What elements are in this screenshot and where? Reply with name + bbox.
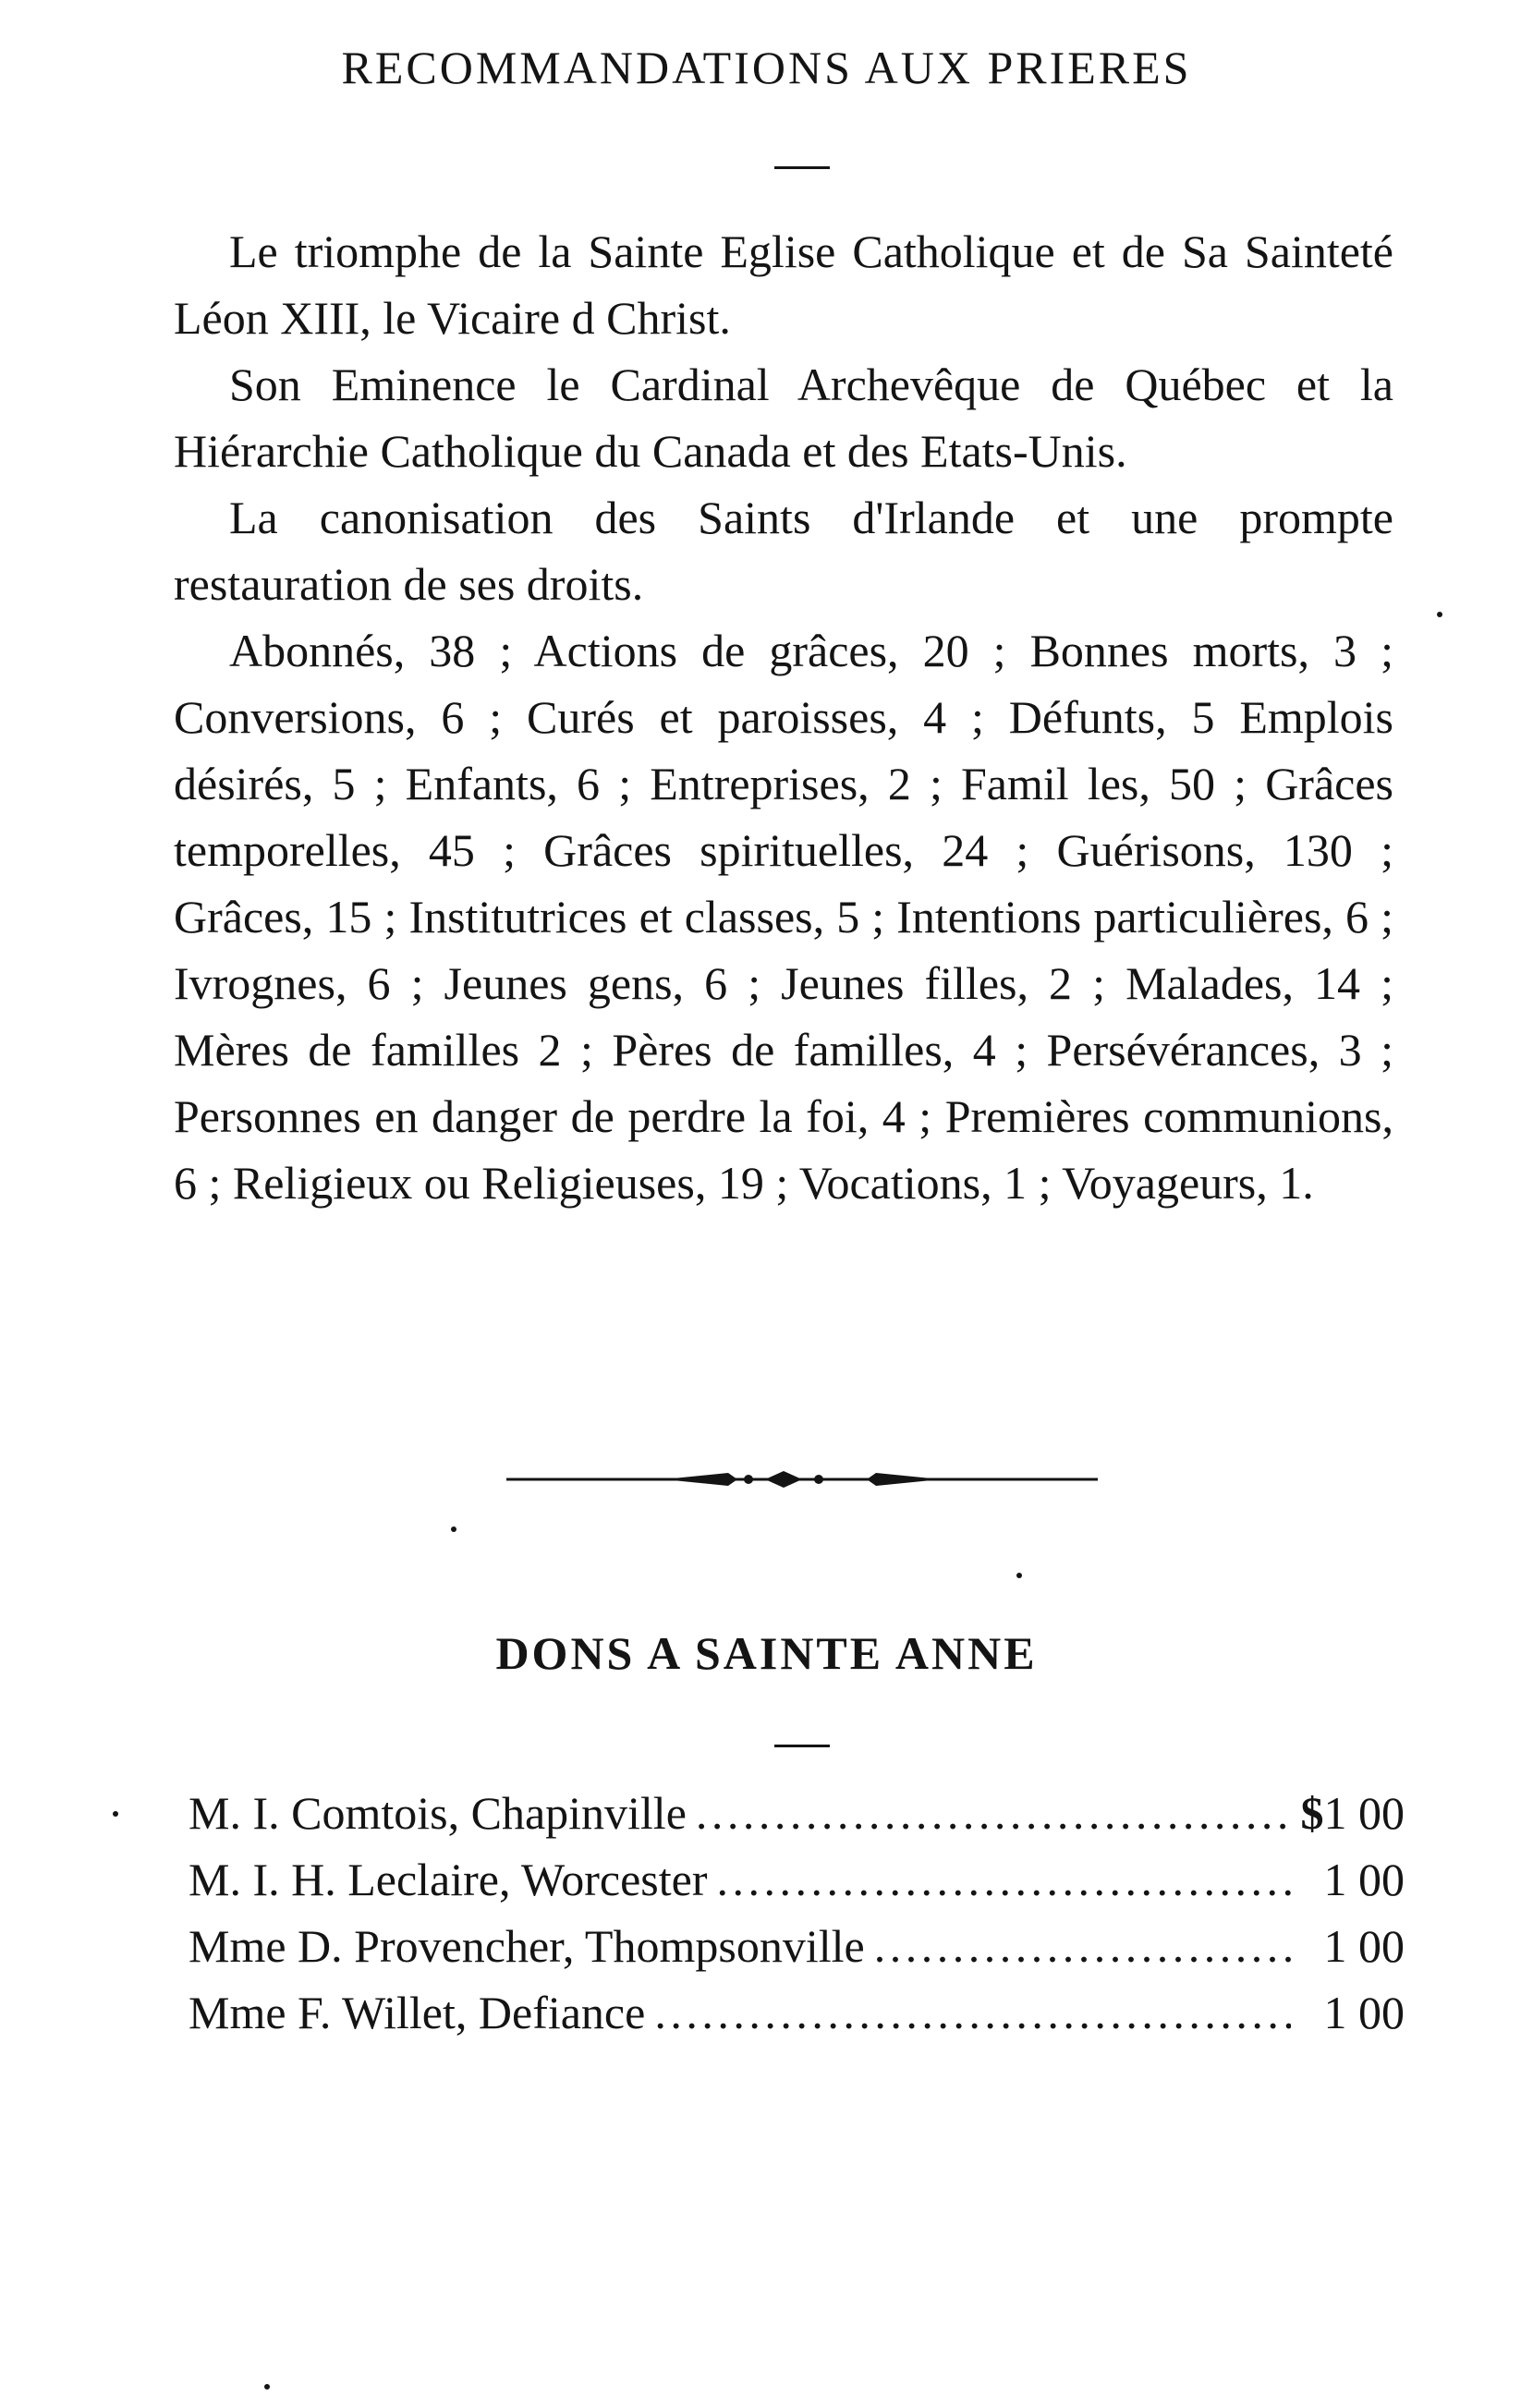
prayer-intentions-list: Abonnés, 38 ; Actions de grâces, 20 ; Bonnes morts, 3 ; Conversions, 6 ; Curés et paroisses, 4 ; Défunts, 5 Emplois désirés, 5 ; Enfants, 6 ; Entreprises, 2 ; Famil les, 50 ; Grâces temporelles, 45 ; Grâces spirituelles, 24 ; Guérisons, 130 ; Grâces, 15 ; Institutrices et classes, 5 ; Intentions particulières, 6 ; Ivrognes, 6 ; Jeunes gens, 6 ; Jeunes filles, 2 ; Malades, 14 ; Mères de familles 2 ; Pères de familles, 4 ; Persévérances, 3 ; Personnes en danger de perdre la foi, 4 ; Premières communions, 6 ; Religieux ou Religieuses, 19 ; Vocations, 1 ; Voyageurs, 1. xyxy=(174,625,1393,1209)
don-currency: $ xyxy=(1300,1787,1324,1839)
dons-list xyxy=(189,1780,1405,2046)
don-entry xyxy=(189,1846,1405,1913)
don-name: M. I. H. Leclaire, Worcester xyxy=(189,1854,708,1905)
leader-dots xyxy=(696,1780,1292,1846)
don-amount: 1 00 xyxy=(1323,1920,1405,1972)
don-name: Mme F. Willet, Defiance xyxy=(189,1987,646,2038)
don-entry xyxy=(189,1913,1405,1979)
prayer-paragraph-2: Son Eminence le Cardinal Archevêque de Québec et la Hiérarchie Catholique du Canada et des Etats-Unis. xyxy=(174,359,1393,477)
don-entry xyxy=(189,1780,1405,1846)
prayers-title: RECOMMANDATIONS AUX PRIERES xyxy=(341,42,1192,93)
scan-speck xyxy=(264,2384,270,2390)
don-amount: 1 00 xyxy=(1323,1987,1405,2038)
leader-dots xyxy=(716,1846,1293,1913)
scan-speck xyxy=(451,1526,456,1532)
don-name: Mme D. Provencher, Thompsonville xyxy=(189,1920,865,1972)
dons-title-rule xyxy=(774,1745,830,1747)
ornamental-divider xyxy=(506,1465,1098,1493)
scan-speck xyxy=(1016,1573,1022,1578)
don-amount: 1 00 xyxy=(1323,1787,1405,1839)
don-entry xyxy=(189,1979,1405,2046)
scan-speck xyxy=(113,1811,118,1817)
don-amount: 1 00 xyxy=(1323,1854,1405,1905)
scan-speck xyxy=(1437,612,1442,617)
prayer-paragraph-3: La canonisation des Saints d'Irlande et une prompte restauration de ses droits. xyxy=(174,492,1393,610)
title-rule xyxy=(774,166,830,169)
leader-dots xyxy=(654,1979,1291,2046)
don-name: M. I. Comtois, Chapinville xyxy=(189,1787,687,1839)
dons-title: DONS A SAINTE ANNE xyxy=(495,1627,1038,1679)
leader-dots xyxy=(874,1913,1299,1979)
prayer-paragraph-1: Le triomphe de la Sainte Eglise Catholique et de Sa Sainteté Léon XIII, le Vicaire d Christ. xyxy=(174,225,1393,344)
